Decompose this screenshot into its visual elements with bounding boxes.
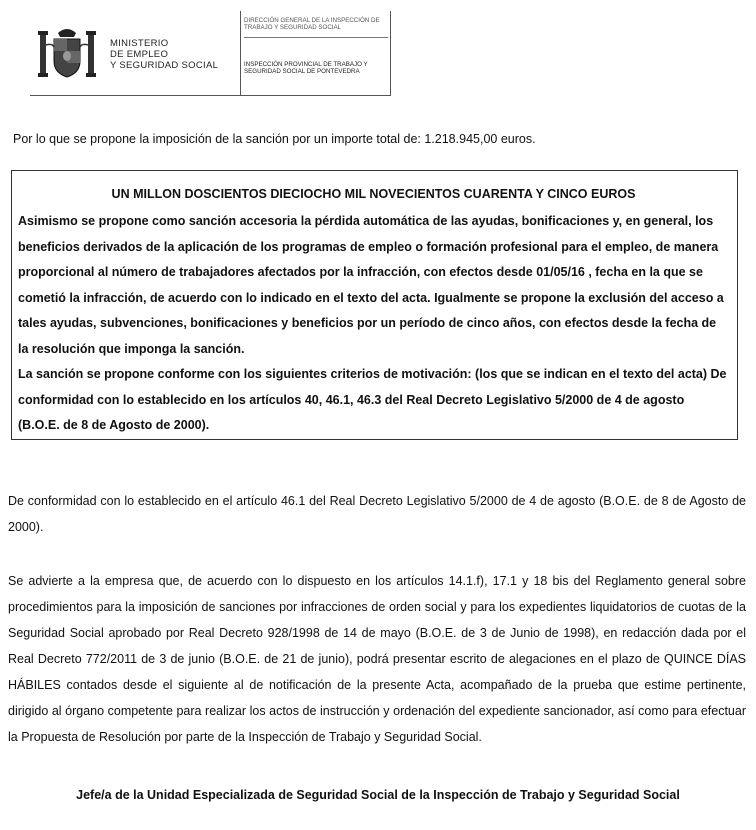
directorate-name: DIRECCIÓN GENERAL DE LA INSPECCIÓN DE TRABAJO Y SEGURIDAD SOCIAL	[244, 17, 388, 38]
letterhead	[30, 11, 391, 96]
allegations-warning-paragraph: Se advierte a la empresa que, de acuerdo con lo dispuesto en los artículos 14.1.f), 17.1 y 18 bis del Reglamento general sobre procedimientos para la imposición de sanciones por infracciones de orden social y para los expedientes liquidatorios de cuotas de la Seguridad Social aprobado por Real Decreto 928/1998 de 14 de mayo (B.O.E. de 3 de Junio de 1998), en redacción dada por el Real Decreto 772/2011 de 3 de junio (B.O.E. de 21 de junio), podrá presentar escrito de alegaciones en el plazo de QUINCE DÍAS HÁBILES contados desde el siguiente al de notificación de la presente Acta, acompañado de la prueba que estime pertinente, dirigido al órgano competente para realizar los actos de instrucción y ordenación del expediente sancionador, así como para efectuar la Propuesta de Resolución por parte de la Inspección de Trabajo y Seguridad Social.	[8, 574, 746, 744]
legal-basis-paragraph: De conformidad con lo establecido en el artículo 46.1 del Real Decreto Legislativo 5/2000 de 4 de agosto (B.O.E. de 8 de Agosto de 2000).	[8, 494, 746, 534]
criteria-paragraph: La sanción se propone conforme con los siguientes criterios de motivación: (los que se indican en el texto del acta) De conformidad con lo establecido en los artículos 40, 46.1, 46.3 del Real Decreto Legislativo 5/2000 de 4 de agosto (B.O.E. de 8 de Agosto de 2000).	[18, 367, 727, 432]
signature-line: Jefe/a de la Unidad Especializada de Seguridad Social de la Inspección de Trabajo y Seguridad Social	[76, 788, 680, 802]
ministry-name	[110, 38, 218, 71]
provincial-office-name: INSPECCIÓN PROVINCIAL DE TRABAJO Y SEGURIDAD SOCIAL DE PONTEVEDRA	[244, 61, 368, 75]
ministry-line-1: MINISTERIO	[110, 38, 169, 49]
sanction-amount-sentence: Por lo que se propone la imposición de la sanción por un importe total de: 1.218.945,00 euros.	[13, 132, 536, 146]
ministry-line-2: DE EMPLEO	[110, 49, 169, 60]
coat-of-arms-icon	[36, 23, 98, 85]
accessory-sanction-paragraph: Asimismo se propone como sanción accesoria la pérdida automática de las ayudas, bonificaciones y, en general, los beneficios derivados de la aplicación de los programas de empleo o formación profesional para el empleo, de manera proporcional al número de trabajadores afectados por la infracción, con efectos desde 01/05/16 , fecha en la que se cometió la infracción, de acuerdo con lo indicado en el texto del acta. Igualmente se propone la exclusión del acceso a tales ayudas, subvenciones, bonificaciones y beneficios por un período de cinco años, con efectos desde la fecha de la resolución que imponga la sanción.	[18, 214, 724, 356]
sanction-box	[11, 170, 738, 440]
sanction-box-body	[18, 209, 729, 439]
ministry-cell	[30, 11, 238, 95]
inspection-cell	[240, 11, 391, 95]
ministry-line-3: Y SEGURIDAD SOCIAL	[110, 60, 219, 71]
amount-in-words: UN MILLON DOSCIENTOS DIECIOCHO MIL NOVECIENTOS CUARENTA Y CINCO EUROS	[111, 187, 636, 201]
